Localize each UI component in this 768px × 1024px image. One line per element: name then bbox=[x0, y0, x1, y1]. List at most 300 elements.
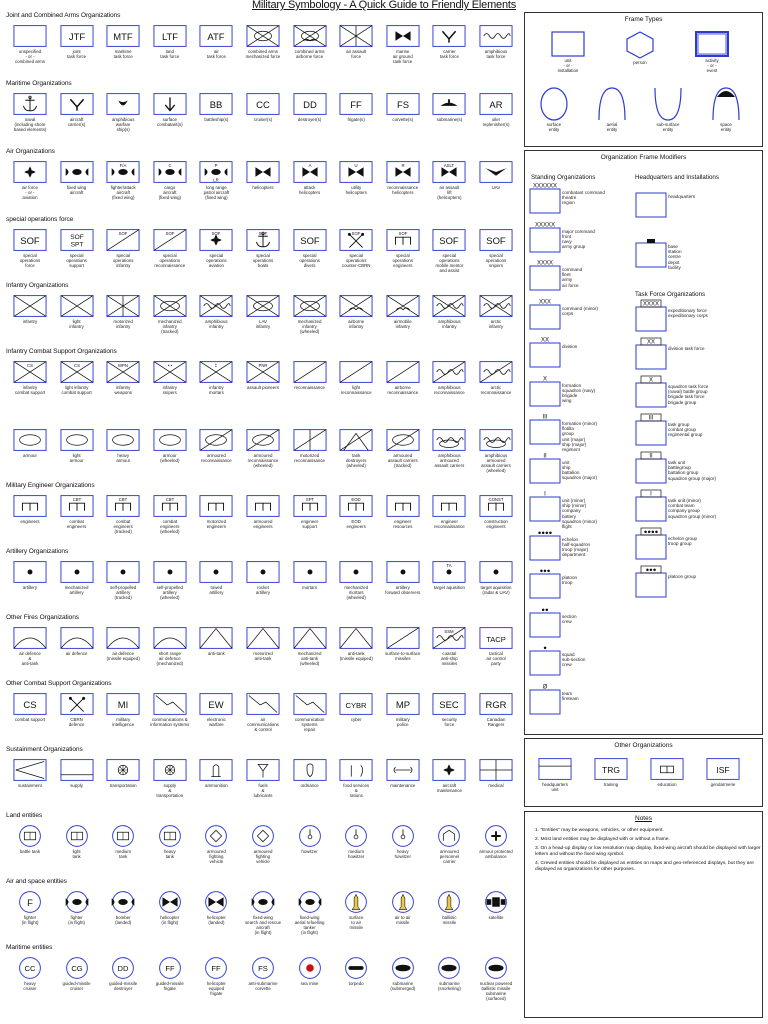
symbol-icon bbox=[339, 294, 373, 318]
symbol-icon bbox=[199, 228, 233, 252]
modifier-frame bbox=[529, 335, 561, 369]
symbol-caption: amphibious warfare ship(s) bbox=[111, 117, 135, 132]
symbol-modifier-text: CYBR bbox=[345, 700, 367, 710]
symbol-caption: airborne infantry bbox=[348, 319, 365, 329]
symbol-caption: fighter (in flight) bbox=[21, 915, 39, 925]
symbol-cell bbox=[6, 428, 54, 458]
symbol-icon bbox=[339, 692, 373, 716]
echelon-mark: XXXXXX bbox=[532, 183, 558, 190]
modifier-frame bbox=[635, 413, 667, 447]
note-item: 3. On a head-up display or low resolution map display, fixed-wing aircraft should be displayed with larger letters and without the fixed wing symbol. bbox=[535, 846, 761, 857]
echelon-mark: ●● bbox=[541, 607, 549, 613]
symbol-caption: air force - or - aviation bbox=[22, 185, 38, 200]
symbol-modifier-text: U bbox=[354, 162, 358, 168]
symbol-cell bbox=[379, 560, 427, 595]
frame-types-panel bbox=[524, 12, 763, 147]
unit-frame bbox=[14, 26, 46, 47]
symbol-caption: motorized reconnaissance bbox=[294, 453, 325, 463]
symbol-caption: corvette(s) bbox=[392, 117, 414, 122]
symbol-caption: reconnaissance bbox=[294, 385, 325, 390]
symbol-cell bbox=[286, 890, 334, 935]
symbol-cell bbox=[239, 560, 287, 595]
symbol-cell bbox=[332, 956, 380, 986]
unit-frame bbox=[294, 628, 326, 649]
symbol-caption: mechanized anti-tank (wheeled) bbox=[297, 651, 322, 666]
modifier-label: platoon troop bbox=[562, 575, 578, 586]
symbol-caption: helicopter (in flight) bbox=[160, 915, 180, 925]
taskforce-modifier bbox=[635, 451, 745, 485]
symbol-caption: mechanized mortars (wheeled) bbox=[344, 585, 369, 600]
symbol-icon bbox=[199, 92, 233, 116]
symbol-icon bbox=[432, 692, 466, 716]
taskforce-modifier bbox=[635, 565, 745, 599]
symbol-icon bbox=[13, 360, 47, 384]
symbol-cell bbox=[53, 160, 101, 195]
symbol-caption: battleship(s) bbox=[204, 117, 229, 122]
symbol-caption: self-propelled artillery (wheeled) bbox=[156, 585, 183, 600]
entity-frame bbox=[439, 826, 460, 847]
symbol-icon bbox=[386, 24, 420, 48]
unit-frame bbox=[340, 760, 372, 781]
frame-activity bbox=[687, 31, 737, 73]
symbol-cell bbox=[192, 360, 240, 395]
symbol-cell bbox=[472, 758, 520, 788]
symbol-icon bbox=[479, 160, 513, 184]
symbol-cell bbox=[6, 228, 54, 268]
symbol-caption: mechanized infantry (tracked) bbox=[157, 319, 182, 334]
symbol-icon bbox=[386, 294, 420, 318]
symbol-cell bbox=[425, 692, 473, 727]
modifier-frame bbox=[529, 489, 561, 523]
symbol-icon bbox=[339, 824, 373, 848]
symbol-cell bbox=[99, 294, 147, 329]
section bbox=[4, 282, 516, 348]
symbol-caption: armour bbox=[23, 453, 37, 458]
symbol-modifier-text: LR bbox=[213, 177, 220, 183]
symbol-icon bbox=[432, 360, 466, 384]
echelon-mark: II bbox=[649, 453, 653, 460]
symbol-icon bbox=[13, 494, 47, 518]
symbol-modifier-text: EW bbox=[208, 699, 224, 711]
symbol-icon bbox=[13, 92, 47, 116]
symbol-cell bbox=[286, 956, 334, 986]
symbol-cell bbox=[192, 160, 240, 200]
symbol-modifier-text: ATF bbox=[207, 31, 225, 43]
symbol-modifier-text: TACP bbox=[486, 634, 506, 644]
symbol-icon bbox=[106, 956, 140, 980]
modifier-frame bbox=[529, 643, 561, 677]
symbol-modifier-text: MTF bbox=[113, 31, 133, 43]
symbol-cell bbox=[53, 494, 101, 529]
symbol-modifier-text: EOD bbox=[351, 496, 361, 502]
symbol-caption: fighter (in flight) bbox=[68, 915, 86, 925]
symbol-icon bbox=[293, 956, 327, 980]
section-title: Maritime Organizations bbox=[6, 80, 72, 87]
frame-type-label: sub-surface entity bbox=[656, 122, 680, 132]
symbol-caption: unspecified - or - combined arms bbox=[14, 49, 45, 64]
symbol-caption: cyber bbox=[350, 717, 362, 722]
symbol-modifier-text: SEC bbox=[439, 699, 460, 711]
frame-person-shape bbox=[626, 31, 654, 59]
symbol-caption: attack helicopters bbox=[298, 185, 321, 195]
symbol-cell bbox=[425, 824, 473, 864]
symbol-modifier-text: DD bbox=[302, 99, 317, 111]
symbol-cell bbox=[239, 228, 287, 268]
entity-frame bbox=[299, 826, 320, 847]
section-title: Military Engineer Organizations bbox=[6, 482, 95, 489]
symbol-cell bbox=[239, 824, 287, 864]
symbol-modifier-text: SOF bbox=[486, 235, 506, 247]
note-item: 1. "Entities" may be weapons, vehicles, or other equipment. bbox=[535, 828, 664, 833]
modifier-frame bbox=[635, 185, 667, 219]
symbol-cell bbox=[192, 494, 240, 529]
symbol-cell bbox=[425, 24, 473, 59]
symbol-cell bbox=[239, 626, 287, 661]
symbol-caption: combat engineers (tracked) bbox=[113, 519, 133, 534]
symbol-icon bbox=[60, 956, 94, 980]
symbol-icon bbox=[293, 560, 327, 584]
symbol-icon bbox=[479, 560, 513, 584]
symbol-caption: armour (wheeled) bbox=[160, 453, 180, 463]
symbol-cell bbox=[146, 626, 194, 666]
symbol-cell bbox=[472, 890, 520, 920]
symbol-icon bbox=[13, 428, 47, 452]
other-org-icon bbox=[706, 757, 740, 781]
symbol-modifier-text: SPT bbox=[70, 241, 84, 249]
symbol-icon bbox=[60, 494, 94, 518]
symbol-icon bbox=[60, 294, 94, 318]
symbol-caption: bomber (landed) bbox=[115, 915, 132, 925]
symbol-cell bbox=[425, 560, 473, 590]
symbol-modifier-text: SOF bbox=[258, 230, 268, 236]
symbol-caption: air communications & control bbox=[247, 717, 279, 732]
symbol-caption: food services & rations bbox=[343, 783, 370, 798]
symbol-modifier-text: SSM bbox=[444, 628, 454, 634]
symbol-cell bbox=[286, 92, 334, 122]
standing-modifier bbox=[529, 643, 639, 677]
symbol-cell bbox=[99, 428, 147, 463]
symbol-cell bbox=[379, 890, 427, 925]
symbol-cell bbox=[146, 956, 194, 991]
symbol-icon bbox=[386, 92, 420, 116]
symbol-icon bbox=[153, 758, 187, 782]
symbol-icon bbox=[153, 956, 187, 980]
echelon-mark: X bbox=[542, 376, 548, 382]
modifier-frame bbox=[529, 374, 561, 408]
section-title: Air and space entities bbox=[6, 878, 67, 885]
symbol-icon bbox=[246, 956, 280, 980]
echelon-mark: ●●●● bbox=[537, 530, 553, 536]
symbol-modifier-text: CBT bbox=[72, 496, 81, 502]
symbol-cell bbox=[332, 560, 380, 600]
echelon-mark: ● bbox=[543, 645, 547, 652]
symbol-caption: nuclear powered ballistic missile submarine (surfaced) bbox=[479, 981, 513, 1001]
standing-modifier bbox=[529, 220, 639, 254]
symbol-icon bbox=[106, 824, 140, 848]
symbol-caption: special operations reconnaissance bbox=[154, 253, 186, 268]
symbol-icon bbox=[339, 228, 373, 252]
symbol-icon bbox=[153, 692, 187, 716]
symbol-icon bbox=[60, 24, 94, 48]
symbol-cell bbox=[53, 692, 101, 727]
symbol-caption: assault pioneers bbox=[247, 385, 279, 390]
symbol-modifier-text: CC bbox=[256, 99, 270, 111]
symbol-icon bbox=[13, 692, 47, 716]
symbol-icon bbox=[432, 92, 466, 116]
symbol-cell bbox=[53, 92, 101, 127]
symbol-cell bbox=[239, 758, 287, 798]
modifier-frame bbox=[635, 235, 667, 269]
symbol-cell bbox=[286, 494, 334, 529]
symbol-caption: amphibious infantry bbox=[205, 319, 228, 329]
symbol-cell bbox=[425, 758, 473, 793]
symbol-cell bbox=[53, 626, 101, 656]
symbol-cell bbox=[425, 494, 473, 529]
modifier-frame bbox=[529, 258, 561, 292]
symbol-modifier-text: CS bbox=[73, 362, 80, 368]
entity-frame bbox=[206, 826, 227, 847]
symbol-caption: reconnaissance helicopters bbox=[387, 185, 419, 195]
symbol-modifier-text: DD bbox=[117, 963, 129, 973]
symbol-caption: short range air defence (mechanized) bbox=[156, 651, 184, 666]
modifier-frame bbox=[529, 528, 561, 562]
symbol-cell bbox=[99, 758, 147, 788]
symbol-modifier-text: FF bbox=[211, 963, 222, 973]
symbol-caption: amphibious armoured assault carriers bbox=[434, 453, 465, 468]
symbol-cell bbox=[332, 626, 380, 661]
modifier-frame bbox=[635, 489, 667, 523]
symbol-cell bbox=[332, 824, 380, 859]
symbol-icon bbox=[386, 626, 420, 650]
symbol-modifier-text: TRG bbox=[602, 764, 620, 775]
frame-type-label: activity - or - event bbox=[705, 58, 719, 73]
frame-type-label: unit - or - installation bbox=[557, 58, 579, 73]
symbol-icon bbox=[432, 890, 466, 914]
standing-modifier bbox=[529, 489, 639, 530]
symbol-caption: fighter/attack aircraft (fixed wing) bbox=[110, 185, 136, 200]
section bbox=[4, 548, 516, 614]
symbol-caption: amphibious task force bbox=[484, 49, 508, 59]
symbol-cell bbox=[332, 758, 380, 798]
taskforce-modifier bbox=[635, 337, 745, 371]
modifiers-title: Organization Frame Modifiers bbox=[600, 154, 687, 161]
symbol-icon bbox=[386, 428, 420, 452]
symbol-caption: aircraft carrier(s) bbox=[67, 117, 86, 127]
symbol-icon bbox=[479, 692, 513, 716]
symbol-modifier-text: SOF bbox=[439, 235, 460, 247]
symbol-caption: mortars bbox=[302, 585, 318, 590]
symbol-cell bbox=[53, 360, 101, 395]
symbol-icon bbox=[293, 92, 327, 116]
symbol-icon bbox=[13, 626, 47, 650]
symbol-caption: transportation bbox=[109, 783, 137, 788]
section bbox=[4, 482, 516, 548]
modifier-label: squadron task force (naval) battle group brigade task force brigade group bbox=[668, 384, 709, 405]
symbol-cell bbox=[379, 428, 427, 468]
symbol-cell bbox=[472, 560, 520, 595]
symbol-icon bbox=[293, 758, 327, 782]
symbol-cell bbox=[53, 890, 101, 925]
symbol-caption: mechanized artillery bbox=[64, 585, 89, 595]
symbol-caption: military police bbox=[395, 717, 410, 727]
section-title: Sustainment Organizations bbox=[6, 746, 83, 753]
symbol-cell bbox=[6, 24, 54, 64]
symbol-icon bbox=[13, 560, 47, 584]
other-org-cell bbox=[533, 757, 577, 792]
section-title: Artillery Organizations bbox=[6, 548, 69, 555]
symbol-icon bbox=[153, 294, 187, 318]
symbol-cell bbox=[239, 360, 287, 390]
symbol-caption: infantry bbox=[22, 319, 38, 324]
symbol-caption: armoured fighting vehicle bbox=[206, 849, 226, 864]
symbol-icon bbox=[106, 692, 140, 716]
symbol-caption: artillery bbox=[22, 585, 38, 590]
page-title: Military Symbology - A Quick Guide to Friendly Elements bbox=[251, 0, 517, 11]
symbol-cell bbox=[192, 228, 240, 268]
symbol-caption: coastal anti-ship missiles bbox=[441, 651, 458, 666]
symbol-caption: heavy armour bbox=[116, 453, 131, 463]
symbol-cell bbox=[146, 692, 194, 727]
symbol-caption: sea mine bbox=[300, 981, 319, 986]
symbol-icon bbox=[339, 494, 373, 518]
section-title: Infantry Organizations bbox=[6, 282, 69, 289]
echelon-mark: XXX bbox=[538, 299, 552, 305]
symbol-caption: cargo aircraft (fixed wing) bbox=[158, 185, 182, 200]
symbol-icon bbox=[106, 428, 140, 452]
symbol-caption: guided-missile cruiser bbox=[62, 981, 91, 991]
symbol-cell bbox=[239, 692, 287, 732]
symbol-modifier-text: F/A bbox=[119, 162, 127, 168]
unit-frame bbox=[61, 760, 93, 781]
symbol-icon bbox=[386, 228, 420, 252]
symbol-caption: air task force bbox=[206, 49, 226, 59]
symbol-cell bbox=[192, 956, 240, 996]
symbol-icon bbox=[432, 160, 466, 184]
symbol-icon bbox=[246, 626, 280, 650]
section bbox=[4, 348, 516, 414]
echelon-mark: XXXXX bbox=[534, 222, 556, 228]
unit-frame bbox=[200, 628, 232, 649]
symbol-caption: armoured assault carriers (tracked) bbox=[387, 453, 418, 468]
symbol-modifier-text: ASLT bbox=[444, 162, 455, 168]
symbol-caption: battle tank bbox=[19, 849, 41, 854]
symbol-icon bbox=[60, 160, 94, 184]
symbol-icon bbox=[293, 626, 327, 650]
symbol-cell bbox=[425, 92, 473, 122]
symbol-cell bbox=[6, 956, 54, 991]
section bbox=[4, 878, 516, 944]
other-org-cell bbox=[701, 757, 745, 787]
modifier-label: platoon group bbox=[668, 574, 697, 579]
frame-type-label: space entity bbox=[720, 122, 732, 132]
symbol-icon bbox=[153, 360, 187, 384]
symbol-caption: towed artillery bbox=[209, 585, 224, 595]
symbol-cell bbox=[472, 24, 520, 59]
symbol-caption: heavy howitzer bbox=[394, 849, 411, 859]
echelon-mark: II bbox=[543, 453, 547, 459]
symbol-icon bbox=[199, 24, 233, 48]
modifier-frame bbox=[529, 220, 561, 254]
symbol-icon bbox=[293, 228, 327, 252]
symbol-caption: special operations snipers bbox=[485, 253, 507, 268]
symbol-caption: amphibious infantry bbox=[438, 319, 461, 329]
symbol-icon bbox=[246, 494, 280, 518]
symbol-cell bbox=[99, 824, 147, 859]
symbol-icon bbox=[293, 24, 327, 48]
symbol-caption: air assault force bbox=[346, 49, 367, 59]
symbol-caption: construction engineers bbox=[484, 519, 508, 529]
symbol-cell bbox=[425, 294, 473, 329]
symbol-icon bbox=[153, 228, 187, 252]
symbol-cell bbox=[332, 494, 380, 529]
tf-title: Task Force Organizations bbox=[635, 291, 706, 298]
modifier-frame bbox=[635, 299, 667, 333]
symbol-icon bbox=[386, 560, 420, 584]
unit-frame bbox=[480, 26, 512, 47]
symbol-cell bbox=[379, 160, 427, 195]
symbol-icon bbox=[432, 626, 466, 650]
symbol-cell bbox=[6, 560, 54, 590]
symbol-icon bbox=[386, 890, 420, 914]
symbol-cell bbox=[53, 228, 101, 268]
symbol-icon bbox=[386, 824, 420, 848]
symbol-caption: light reconnaissance bbox=[340, 385, 372, 395]
symbol-caption: CBRN defence bbox=[68, 717, 85, 727]
section-title: Other Fires Organizations bbox=[6, 614, 79, 621]
symbol-icon bbox=[60, 890, 94, 914]
modifier-label: echelon half-squadron troop (major) department bbox=[562, 536, 591, 558]
symbol-caption: special operations force bbox=[19, 253, 41, 268]
symbol-caption: armoured reconnaissance (wheeled) bbox=[247, 453, 279, 468]
symbol-cell bbox=[286, 428, 334, 463]
standing-title: Standing Organizations bbox=[531, 174, 596, 181]
symbol-icon bbox=[153, 560, 187, 584]
symbol-caption: medium tank bbox=[115, 849, 131, 859]
symbol-icon bbox=[339, 428, 373, 452]
modifier-label: division task force bbox=[668, 346, 705, 351]
symbol-cell bbox=[53, 758, 101, 788]
symbol-caption: submarine (snorkeling) bbox=[437, 981, 461, 991]
symbol-cell bbox=[99, 228, 147, 268]
echelon-mark: XX bbox=[646, 339, 656, 346]
echelon-mark: XXXX bbox=[536, 260, 554, 267]
symbol-caption: submarine (submerged) bbox=[390, 981, 416, 991]
symbol-caption: guided-missile frigate bbox=[155, 981, 184, 991]
symbol-icon bbox=[60, 758, 94, 782]
symbol-cell bbox=[286, 758, 334, 788]
symbol-cell bbox=[286, 294, 334, 334]
symbol-modifier-text: CBT bbox=[118, 496, 128, 502]
symbol-caption: heavy cruiser bbox=[23, 981, 37, 991]
symbol-icon bbox=[432, 294, 466, 318]
modifiers-panel bbox=[524, 150, 763, 735]
symbol-modifier-text: RGR bbox=[485, 699, 507, 711]
other-org-icon bbox=[594, 757, 628, 781]
symbol-caption: fixed-wing aerial refuelling tanker (in flight) bbox=[294, 915, 325, 935]
modifier-label: formation (minor) flotilla group unit (major) ship (major) regiment bbox=[562, 421, 597, 453]
other-org-label: education bbox=[657, 782, 677, 787]
standing-modifier bbox=[529, 297, 639, 331]
symbol-caption: ordnance bbox=[300, 783, 319, 788]
symbol-icon bbox=[339, 560, 373, 584]
symbol-cell bbox=[99, 626, 147, 661]
symbol-cell bbox=[239, 494, 287, 529]
symbol-cell bbox=[99, 560, 147, 600]
symbol-cell bbox=[332, 160, 380, 195]
symbol-modifier-text: MI bbox=[117, 699, 129, 711]
symbol-cell bbox=[379, 92, 427, 122]
symbol-caption: torpedo bbox=[348, 981, 364, 986]
